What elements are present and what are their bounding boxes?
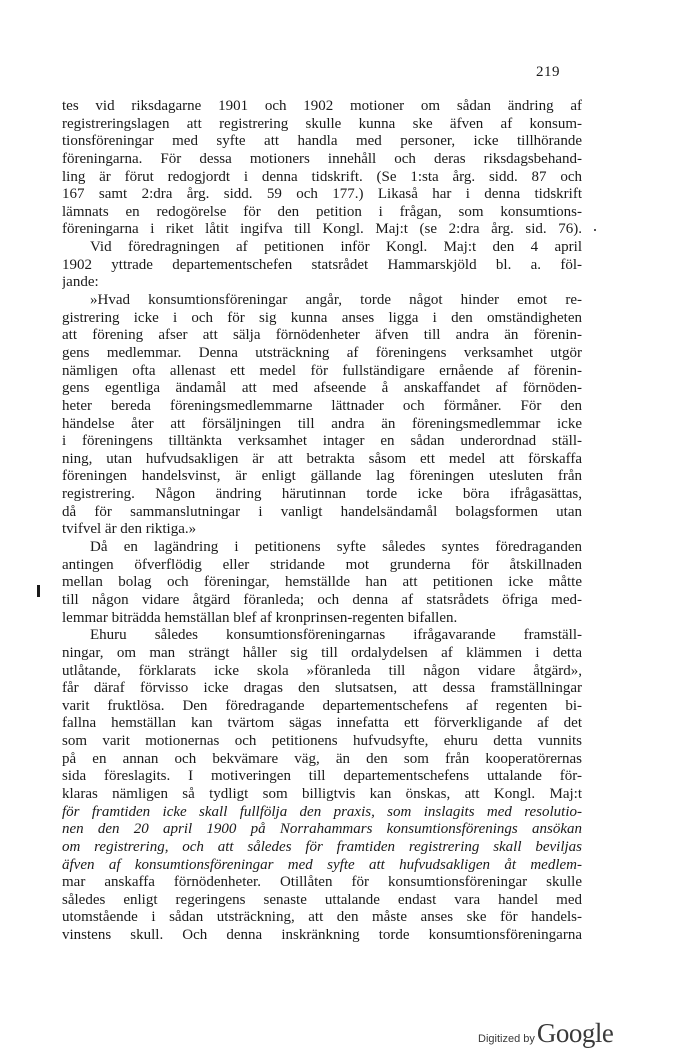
text-line: nen den 20 april 1900 på Norrahammars konsumtionsförenings ansökan: [62, 821, 582, 838]
text-line: föreningarna. För dessa motioners innehåll och deras riksdagsbehand-: [62, 150, 582, 167]
text-line: Vid föredragningen af petitionen inför Kongl. Maj:t den 4 april: [90, 239, 582, 256]
text-line: sida föreslagits. I motiveringen till departementschefens uttalande för-: [62, 768, 582, 785]
watermark-brand: Google: [536, 1018, 614, 1048]
text-line: tes vid riksdagarne 1901 och 1902 motioner om sådan ändring af: [62, 98, 582, 114]
text-line: till någon vidare åtgärd föranleda; och denna af statsrådets öfriga med-: [62, 591, 582, 608]
text-line: mellan bolag och föreningar, hemställde han att petitionen icke måtte: [62, 574, 582, 591]
text-line: ling är förut redogjordt i denna tidskrift. (Se 1:sta årg. sidd. 87 och: [62, 168, 582, 185]
text-line: för framtiden icke skall fullfölja den praxis, som inslagits med resolutio-: [62, 803, 582, 820]
text-line: utomstående i sådan utsträckning, att den måste anses ske för handels-: [62, 909, 582, 926]
text-line: tvifvel är den riktiga.»: [62, 521, 197, 538]
text-line: ningar, om man strängt håller sig till ordalydelsen af klämmen i detta: [62, 644, 582, 661]
watermark-prefix: Digitized by: [478, 1033, 535, 1045]
body-text: [62, 98, 582, 945]
text-line: fallna hemställan kan tvärtom sägas innefatta ett förverkligande af det: [62, 715, 582, 732]
text-line: antingen öfverflödig eller stridande mot grunderna för åtskillnaden: [62, 556, 582, 573]
text-line: klaras nämligen så tydligt som billigtvis kan önskas, att Kongl. Maj:t: [62, 785, 582, 802]
text-line: vinstens skull. Och denna inskränkning torde konsumtionsföreningarna: [62, 927, 582, 944]
digitized-by-google-watermark: [478, 1018, 613, 1049]
text-line: ning, utan hufvudsakligen är att betrakta såsom ett medel att förskaffa: [62, 450, 582, 467]
text-line: äfven af konsumtionsföreningar med syfte att hufvudsakligen åt medlem-: [62, 856, 582, 873]
text-line: Ehuru således konsumtionsföreningarnas ifrågavarande framställ-: [90, 627, 582, 644]
text-line: om registrering, och att således för framtiden registrering skall beviljas: [62, 838, 582, 855]
text-line: varit fruktlösa. Den föredragande departementschefens af regenten bi-: [62, 697, 582, 714]
text-line: heter bereda föreningsmedlemmarne lättnader och förmåner. För den: [62, 397, 582, 414]
text-line: tionsföreningar med syfte att handla med personer, icke tillhörande: [62, 133, 582, 150]
text-line: gens egentliga ändamål att med afseende å anskaffandet af förnöden-: [62, 380, 582, 397]
text-line: lemmar biträdda hemställan blef af kronprinsen-regenten bifallen.: [62, 609, 458, 626]
text-line: nämligen ofta allenast ett medel för fullständigare ernående af förenin-: [62, 362, 582, 379]
text-line: 1902 yttrade departementschefen statsrådet Hammarskjöld bl. a. föl-: [62, 256, 582, 273]
text-line: får däraf förvisso icke dragas den slutsatsen, att dessa framställningar: [62, 680, 582, 697]
text-line: registreringslagen att registrering skulle kunna ske äfven af konsum-: [62, 115, 582, 132]
text-line: som varit motionernas och petitionens hufvudsyfte, ehuru detta vunnits: [62, 733, 582, 750]
page-number: 219: [536, 64, 560, 80]
text-line: lämnats en redogörelse för den petition i frågan, som konsumtions-: [62, 203, 582, 220]
text-line: 167 samt 2:dra årg. sidd. 59 och 177.) Likaså har i denna tidskrift: [62, 186, 582, 203]
text-line: gens medlemmar. Denna utsträckning af föreningens verksamhet utgör: [62, 344, 582, 361]
margin-mark: [37, 585, 40, 597]
text-line: registrering. Någon ändring härutinnan torde icke böra ifrågasättas,: [62, 486, 582, 503]
margin-dot: [594, 229, 596, 231]
text-line: då för sammanslutningar i vanligt handelsändamål bolagsformen utan: [62, 503, 582, 520]
text-line: Då en lagändring i petitionens syfte således syntes föredraganden: [90, 539, 582, 556]
text-line: föreningen handelsvinst, är enligt gällande lag föreningen utesluten från: [62, 468, 582, 485]
text-line: föreningarna i riket låtit ingifva till Kongl. Maj:t (se 2:dra årg. sid. 76).: [62, 221, 582, 238]
text-line: mar anskaffa förnödenheter. Otillåten för konsumtionsföreningar skulle: [62, 874, 582, 891]
text-line: således enligt regeringens senaste uttalande endast vara handel med: [62, 891, 582, 908]
text-line: gistrering icke i och för sig kunna anses ligga i den omständigheten: [62, 309, 582, 326]
text-line: »Hvad konsumtionsföreningar angår, torde något hinder emot re-: [90, 292, 582, 309]
text-line: utlåtande, förklarats icke skola »föranleda till någon vidare åtgärd»,: [62, 662, 582, 679]
text-line: jande:: [62, 274, 99, 291]
text-line: att förening afser att sälja förnödenheter äfven till andra än förenin-: [62, 327, 582, 344]
text-line: händelse åter att försäljningen till andra än föreningsmedlemmar icke: [62, 415, 582, 432]
text-line: i föreningens tilltänkta verksamhet intager en sådan underordnad ställ-: [62, 433, 582, 450]
text-line: på en annan och bekvämare väg, än den som från kooperatörernas: [62, 750, 582, 767]
